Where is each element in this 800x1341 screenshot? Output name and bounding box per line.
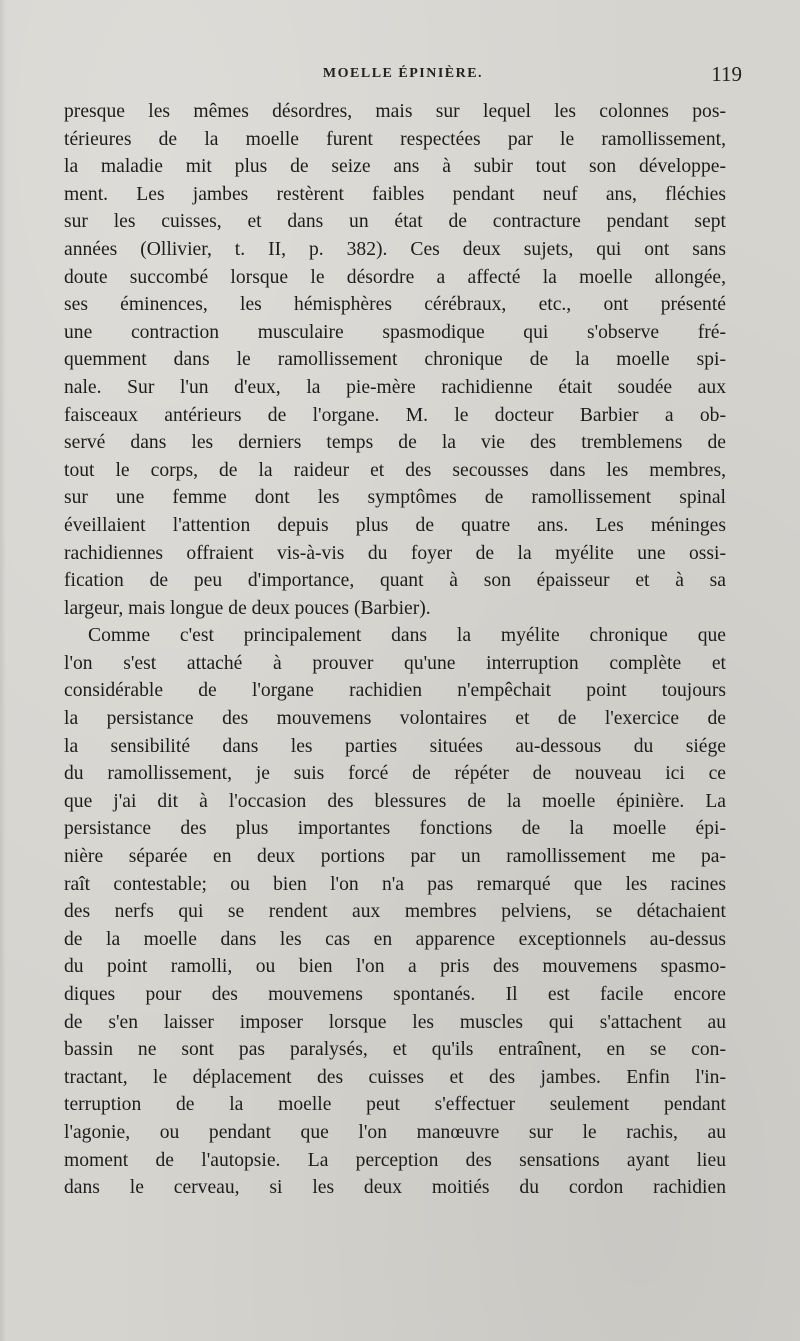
paragraph-last-line: largeur, mais longue de deux pouces (Barbier). xyxy=(64,597,431,619)
text-line: rachidiennes offraient vis-à-vis du foyer de la myélite une ossi- xyxy=(64,542,726,564)
text-line: des nerfs qui se rendent aux membres pelviens, se détachaient xyxy=(64,901,726,923)
text-line: nale. Sur l'un d'eux, la pie-mère rachidienne était soudée aux xyxy=(64,376,726,398)
text-line: presque les mêmes désordres, mais sur lequel les colonnes pos- xyxy=(64,101,726,122)
text-line: éveillaient l'attention depuis plus de quatre ans. Les méninges xyxy=(64,514,726,536)
text-line: bassin ne sont pas paralysés, et qu'ils entraînent, en se con- xyxy=(64,1039,726,1061)
text-line: la maladie mit plus de seize ans à subir tout son développe- xyxy=(64,156,726,178)
text-line: servé dans les derniers temps de la vie des tremblemens de xyxy=(64,432,726,454)
text-line: terruption de la moelle peut s'effectuer seulement pendant xyxy=(64,1094,726,1116)
text-line: tractant, le déplacement des cuisses et des jambes. Enfin l'in- xyxy=(64,1066,726,1088)
text-line: ment. Les jambes restèrent faibles pendant neuf ans, fléchies xyxy=(64,183,726,205)
text-line: raît contestable; ou bien l'on n'a pas remarqué que les racines xyxy=(64,873,726,895)
text-line: sur une femme dont les symptômes de ramollissement spinal xyxy=(64,487,726,509)
paragraph-first-line: Comme c'est principalement dans la myélite chronique que xyxy=(88,625,726,647)
text-line: nière séparée en deux portions par un ramollissement me pa- xyxy=(64,846,726,868)
text-line: de la moelle dans les cas en apparence exceptionnels au-dessus xyxy=(64,928,726,950)
text-line: diques pour des mouvemens spontanés. Il est facile encore xyxy=(64,984,726,1005)
running-title: MOELLE ÉPINIÈRE. xyxy=(322,66,484,81)
running-head xyxy=(64,62,742,90)
page-edge-shadow xyxy=(0,0,6,1341)
text-line: térieures de la moelle furent respectées par le ramollissement, xyxy=(64,128,726,150)
text-line: persistance des plus importantes fonctions de la moelle épi- xyxy=(64,818,726,840)
text-line: l'agonie, ou pendant que l'on manœuvre sur le rachis, au xyxy=(64,1121,726,1143)
text-line: tout le corps, de la raideur et des secousses dans les membres, xyxy=(64,459,726,481)
text-line: sur les cuisses, et dans un état de contracture pendant sept xyxy=(64,211,726,233)
text-line: doute succombé lorsque le désordre a affecté la moelle allongée, xyxy=(64,266,726,288)
text-line: de s'en laisser imposer lorsque les muscles qui s'attachent au xyxy=(64,1011,726,1033)
body-text xyxy=(64,98,726,1202)
text-line: du ramollissement, je suis forcé de répéter de nouveau ici ce xyxy=(64,763,726,785)
text-line: la persistance des mouvemens volontaires et de l'exercice de xyxy=(64,708,726,730)
text-line: moment de l'autopsie. La perception des sensations ayant lieu xyxy=(64,1149,726,1171)
text-line: années (Ollivier, t. II, p. 382). Ces deux sujets, qui ont sans xyxy=(64,238,726,260)
text-line: considérable de l'organe rachidien n'empêchait point toujours xyxy=(64,680,726,702)
text-line: fication de peu d'importance, quant à son épaisseur et à sa xyxy=(64,570,726,592)
text-line: faisceaux antérieurs de l'organe. M. le docteur Barbier a ob- xyxy=(64,404,726,426)
text-line: dans le cerveau, si les deux moitiés du cordon rachidien xyxy=(64,1177,726,1199)
text-line: une contraction musculaire spasmodique qui s'observe fré- xyxy=(64,321,726,343)
text-line: que j'ai dit à l'occasion des blessures de la moelle épinière. La xyxy=(64,790,726,812)
text-line: du point ramolli, ou bien l'on a pris des mouvemens spasmo- xyxy=(64,956,726,978)
text-line: l'on s'est attaché à prouver qu'une interruption complète et xyxy=(64,652,726,674)
text-line: la sensibilité dans les parties situées au-dessous du siége xyxy=(64,735,726,757)
text-line: quemment dans le ramollissement chronique de la moelle spi- xyxy=(64,349,726,371)
page-number: 119 xyxy=(711,62,742,86)
text-line: ses éminences, les hémisphères cérébraux, etc., ont présenté xyxy=(64,294,726,316)
